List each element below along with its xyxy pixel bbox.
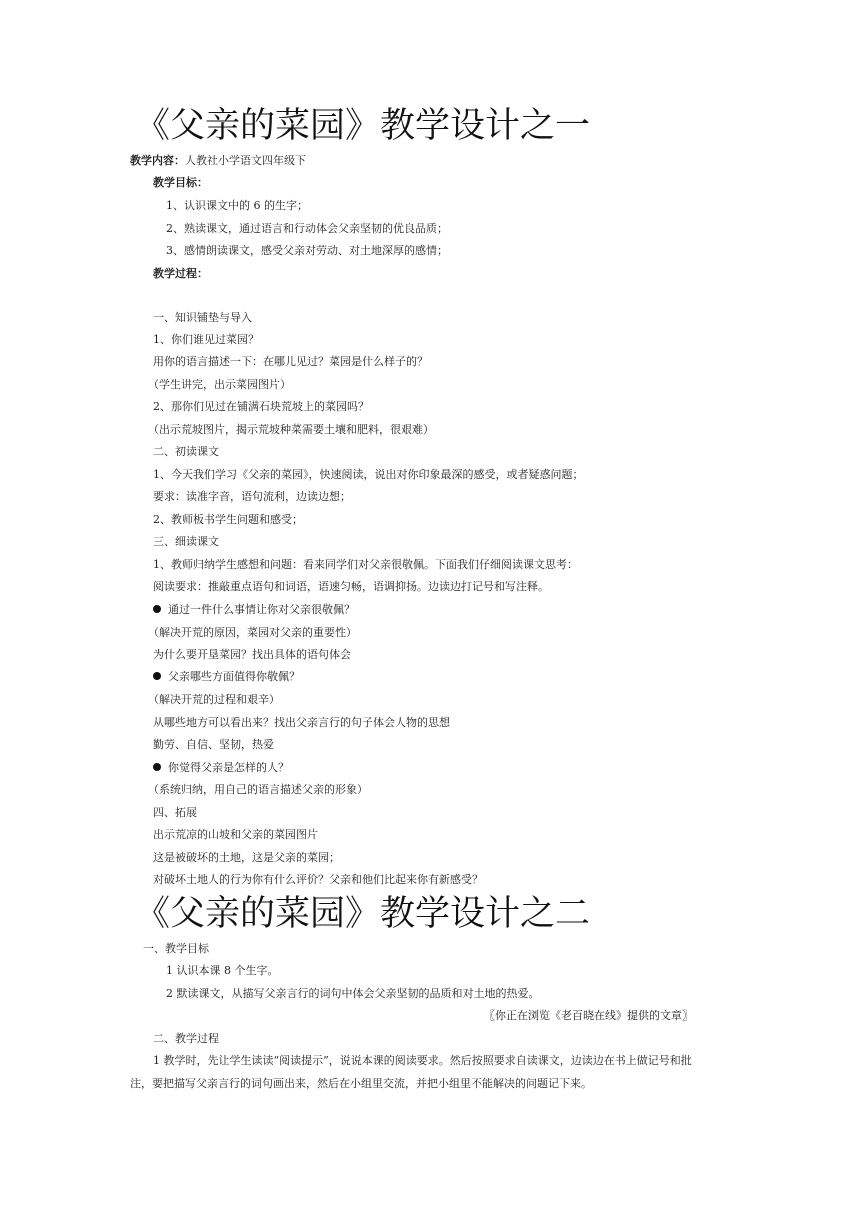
bullet-icon	[153, 763, 161, 771]
bullet-text: 父亲哪些方面值得你敬佩？	[168, 670, 300, 683]
teaching-content-line	[130, 154, 306, 168]
teaching-content-value: 人教社小学语文四年级下	[185, 154, 306, 167]
body-line: 为什么要开垦菜园？找出具体的语句体会	[153, 648, 351, 661]
body-line: 这是被破坏的土地，这是父亲的菜园；	[153, 851, 340, 864]
goal-item: 1、认识课文中的 6 的生字；	[166, 199, 308, 212]
body-line: 1、教师归纳学生感想和问题：看来同学们对父亲很敬佩。下面我们仔细阅读课文思考：	[153, 558, 578, 571]
process-label: 教学过程：	[153, 267, 208, 280]
goal-item: 2、熟读课文，通过语言和行动体会父亲坚韧的优良品质；	[166, 222, 448, 235]
goals-label: 教学目标：	[153, 176, 208, 189]
body-line: 勤劳、自信、坚韧，热爱	[153, 738, 274, 751]
body-line: 2、那你们见过在铺满石块荒坡上的菜园吗？	[153, 400, 369, 413]
watermark-note: 〖你正在浏览《老百晓在线》提供的文章〗	[484, 1009, 693, 1022]
bullet-item	[153, 761, 289, 775]
body-line: 三、细读课文	[153, 535, 219, 548]
bullet-text: 你觉得父亲是怎样的人？	[168, 761, 289, 774]
body-line: （解决开荒的原因，菜园对父亲的重要性）	[148, 626, 357, 639]
body-line: 一、知识铺垫与导入	[153, 311, 252, 324]
bullet-item	[153, 603, 355, 617]
bullet-item	[153, 670, 300, 684]
body-line: （学生讲完，出示菜园图片）	[148, 378, 291, 391]
body-line: 四、拓展	[153, 806, 197, 819]
part2-goal-item: 2 默读课文，从描写父亲言行的词句中体会父亲坚韧的品质和对土地的热爱。	[166, 987, 540, 1000]
body-line: （系统归纳，用自己的语言描述父亲的形象）	[148, 783, 368, 796]
body-line: 2、教师板书学生问题和感受；	[153, 513, 303, 526]
body-line: （解决开荒的过程和艰辛）	[148, 693, 280, 706]
body-line: 1、你们谁见过菜园？	[153, 333, 259, 346]
bullet-icon	[153, 672, 161, 680]
body-line: 要求：读准字音，语句流利，边读边想；	[153, 490, 351, 503]
body-line: （出示荒坡图片，揭示荒坡种菜需要土壤和肥料，很艰难）	[148, 423, 434, 436]
body-line: 出示荒凉的山坡和父亲的菜园图片	[153, 828, 318, 841]
document-title-2: 《父亲的菜园》教学设计之二	[135, 894, 591, 934]
part2-goals-heading: 一、教学目标	[143, 942, 209, 955]
teaching-content-label: 教学内容：	[130, 154, 185, 167]
part2-paragraph-line: 注，要把描写父亲言行的词句画出来，然后在小组里交流，并把小组里不能解决的问题记下来。	[130, 1077, 592, 1090]
bullet-text: 通过一件什么事情让你对父亲很敬佩？	[168, 603, 355, 616]
body-line: 1、今天我们学习《父亲的菜园》，快速阅读，说出对你印象最深的感受，或者疑惑问题；	[153, 468, 584, 481]
body-line: 阅读要求：推敲重点语句和词语，语速匀畅，语调抑扬。边读边打记号和写注释。	[153, 580, 549, 593]
bullet-icon	[153, 605, 161, 613]
part2-goal-item: 1 认识本课 8 个生字。	[166, 964, 279, 977]
body-line: 用你的语言描述一下：在哪儿见过？菜园是什么样子的？	[153, 355, 428, 368]
body-line: 从哪些地方可以看出来？找出父亲言行的句子体会人物的思想	[153, 716, 450, 729]
part2-paragraph-line: 1 教学时，先让学生读读“阅读提示”，说说本课的阅读要求。然后按照要求自读课文，边读边在书上做记号和批	[153, 1054, 692, 1067]
body-line: 二、初读课文	[153, 445, 219, 458]
body-line: 对破坏土地人的行为你有什么评价？父亲和他们比起来你有新感受？	[153, 873, 483, 886]
part2-process-heading: 二、教学过程	[153, 1032, 219, 1045]
goal-item: 3、感情朗读课文，感受父亲对劳动、对土地深厚的感情；	[166, 244, 448, 257]
document-title-1: 《父亲的菜园》教学设计之一	[135, 106, 591, 146]
